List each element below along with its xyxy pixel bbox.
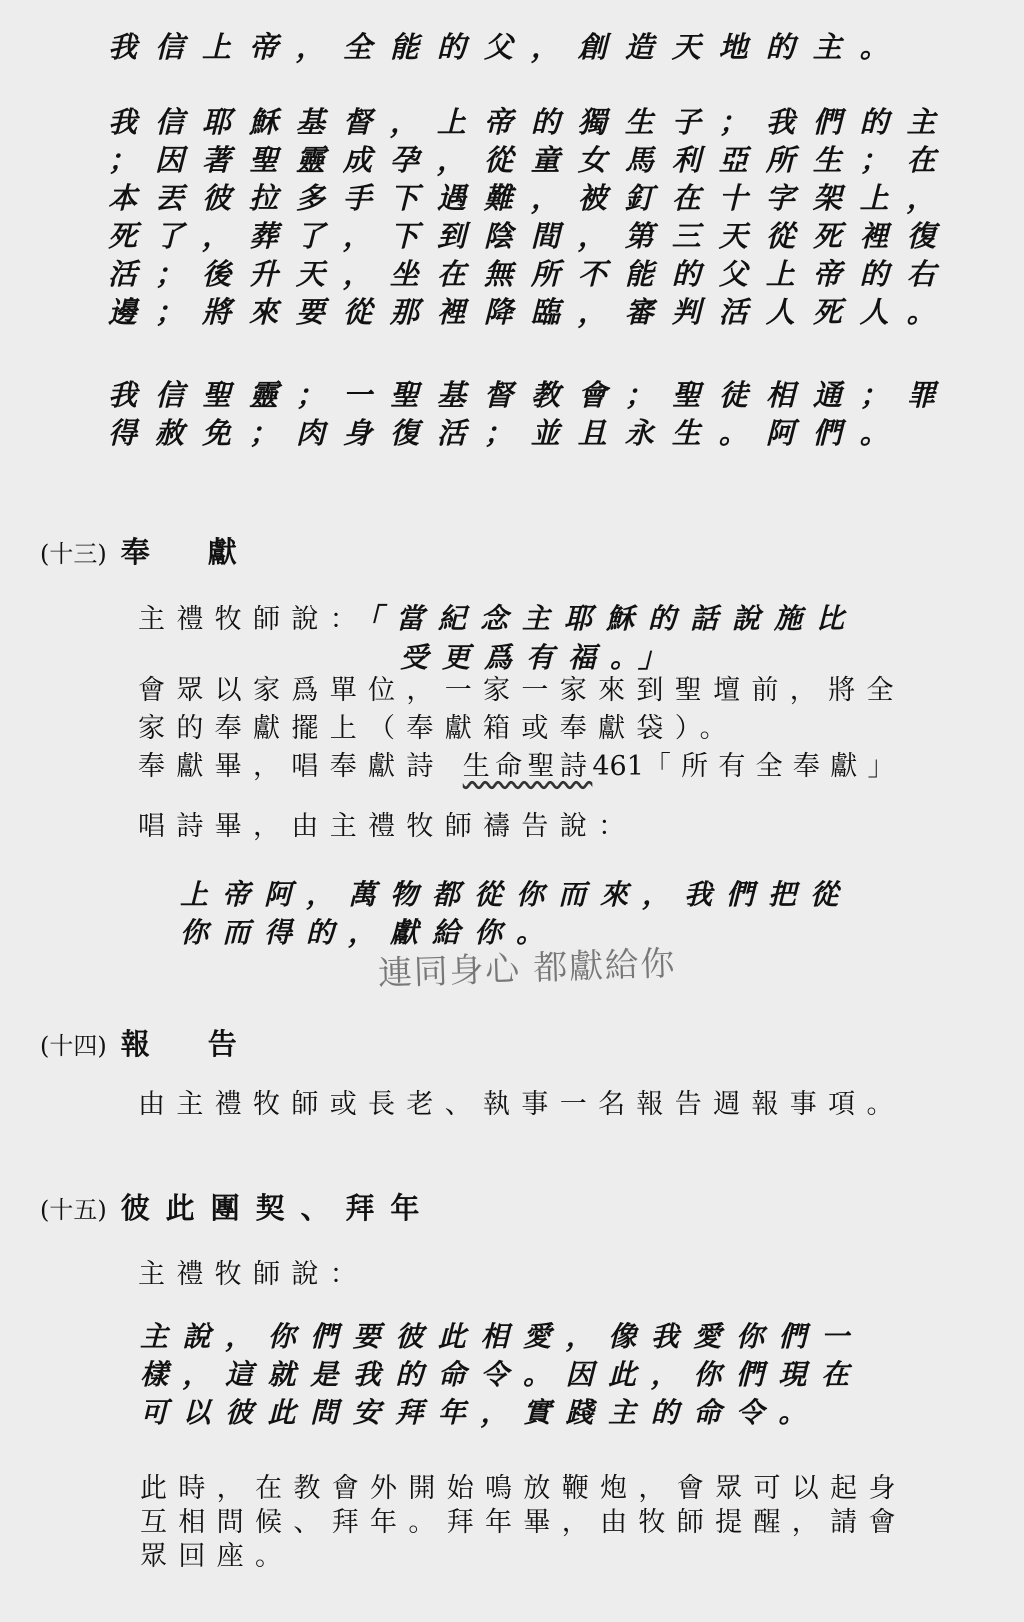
section-13-heading	[40, 530, 237, 571]
prayer-line: 上帝阿，萬物都從你而來，我們把從	[180, 878, 853, 911]
creed-p2-line: 活；後升天，坐在無所不能的父上帝的右	[108, 257, 954, 291]
instruction-line: 會眾以家爲單位，一家一家來到聖壇前，將全	[138, 675, 905, 706]
creed-p3-line: 得赦免；肉身復活；並且永生。阿們。	[108, 416, 907, 450]
after-hymn-text: 唱詩畢，由主禮牧師禱告說：	[138, 811, 637, 842]
section-13-pastor-says	[138, 600, 858, 639]
pastor-says-label: 主禮牧師說：	[138, 604, 369, 635]
creed-p2-line: 邊；將來要從那裡降臨，審判活人死人。	[108, 295, 954, 329]
creed-paragraph-2	[108, 103, 954, 331]
hymn-book: 生命聖詩	[462, 751, 593, 782]
offering-instructions	[138, 672, 905, 786]
quote-line-2: 受更爲有福。」	[400, 641, 681, 674]
hymn-prefix: 奉獻畢，唱奉獻詩	[138, 751, 445, 782]
creed-p2-line: 本丟彼拉多手下遇難，被釘在十字架上，	[108, 181, 954, 215]
words-line: 樣，這就是我的命令。因此，你們現在	[140, 1358, 864, 1391]
creed-p2-line: ；因著聖靈成孕，從童女馬利亞所生；在	[108, 143, 954, 177]
closing-line: 眾回座。	[140, 1541, 294, 1572]
prayer-line: 你而得的，獻給你。	[180, 916, 559, 949]
handwritten-note: 連同身心 都獻給你	[377, 943, 677, 994]
closing-line: 互相問候、拜年。拜年畢，由牧師提醒，請會	[140, 1507, 907, 1538]
quote-line-1: 「當紀念主耶穌的話說施比	[368, 602, 859, 635]
creed-p3-line: 我信聖靈；一聖基督教會；聖徒相通；罪	[108, 378, 954, 412]
words-line: 可以彼此問安拜年，實踐主的命令。	[140, 1396, 821, 1429]
creed-p2-line: 死了，葬了，下到陰間，第三天從死裡復	[108, 219, 954, 253]
section-15-words	[140, 1318, 864, 1432]
section-15-heading	[40, 1186, 435, 1227]
section-15-pastor-says: 主禮牧師說：	[138, 1259, 369, 1290]
section-15-title: 彼此團契、拜年	[120, 1191, 436, 1225]
hymn-line	[138, 748, 905, 786]
section-13-number: (十三)	[40, 540, 107, 568]
section-14-text: 由主禮牧師或長老、執事一名報告週報事項。	[138, 1089, 905, 1120]
section-15-number: (十五)	[40, 1196, 107, 1224]
instruction-line: 家的奉獻擺上（奉獻箱或奉獻袋）。	[138, 713, 738, 744]
closing-line: 此時，在教會外開始鳴放鞭炮，會眾可以起身	[140, 1473, 907, 1504]
hymn-number: 461	[592, 751, 644, 782]
creed-p2-line: 我信耶穌基督，上帝的獨生子；我們的主	[108, 105, 954, 139]
creed-paragraph-3	[108, 376, 954, 452]
hymn-title: 「所有全奉獻」	[643, 751, 905, 782]
section-14-heading	[40, 1022, 237, 1063]
creed-line-1: 我信上帝，全能的父，創造天地的主。	[108, 30, 907, 64]
section-14-title: 報 告	[120, 1027, 237, 1061]
section-15-closing	[140, 1472, 907, 1574]
section-14-number: (十四)	[40, 1032, 107, 1060]
section-13-title: 奉 獻	[120, 535, 237, 569]
words-line: 主說，你們要彼此相愛，像我愛你們一	[140, 1320, 864, 1353]
